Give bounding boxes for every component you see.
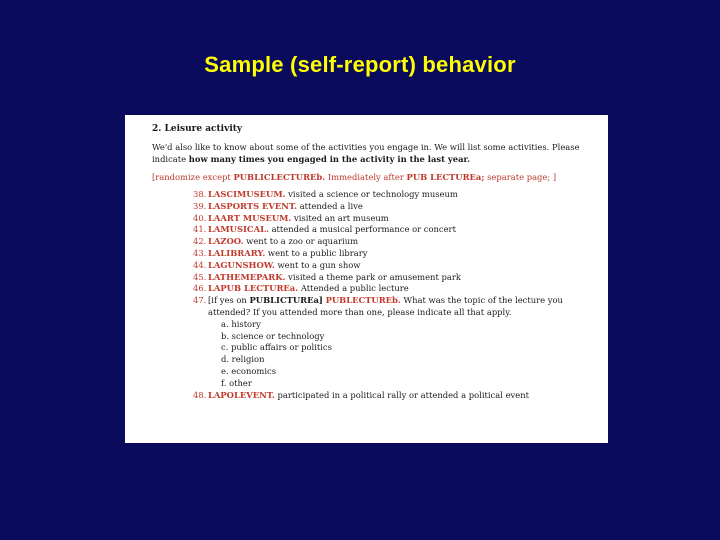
topic-option: f. other — [221, 377, 252, 388]
item-variable: LALIBRARY. — [208, 247, 266, 258]
instruction-var2: PUB LECTUREa; — [406, 172, 485, 182]
topic-option: a. history — [221, 318, 261, 329]
item-number: 41. — [193, 224, 207, 235]
item-variable: LAMUSICAL. — [208, 224, 269, 235]
item-text: visited an art museum — [291, 212, 389, 223]
item-number: 43. — [193, 247, 207, 258]
topic-options — [221, 319, 578, 390]
item-number: 48. — [193, 389, 207, 400]
topic-option: e. economics — [221, 365, 277, 376]
item-number: 39. — [193, 200, 207, 211]
item-condition-pre: [if yes on — [208, 295, 250, 306]
item-number: 42. — [193, 236, 207, 247]
item-number: 47. — [193, 295, 207, 306]
slide-title: Sample (self-report) behavior — [204, 52, 516, 77]
item-text: participated in a political rally or attended a political event — [274, 389, 529, 400]
topic-option: d. religion — [221, 354, 265, 365]
item-text: went to a gun show — [274, 259, 361, 270]
item-text: visited a science or technology museum — [285, 189, 458, 199]
item-variable: LATHEMEPARK. — [208, 271, 286, 282]
question-item — [193, 283, 598, 295]
section-heading: 2. Leisure activity — [152, 124, 243, 134]
item-condition-var: PUBLICTUREa] — [249, 295, 323, 306]
item-variable: LAPOLEVENT. — [208, 389, 275, 400]
document-excerpt — [125, 115, 608, 443]
question-list — [193, 189, 598, 401]
item-number: 44. — [193, 259, 207, 270]
instruction-pre: [randomize except — [152, 172, 234, 182]
instruction-mid: Immediately after — [325, 172, 407, 182]
item-text: Attended a public lecture — [298, 283, 409, 294]
item-variable: LAGUNSHOW. — [208, 259, 275, 270]
intro-emphasis: how many times you engaged in the activity in the last year. — [188, 153, 471, 164]
item-number: 40. — [193, 212, 207, 223]
intro-paragraph — [152, 142, 598, 165]
question-item-lecture-topic — [193, 295, 598, 389]
question-item — [193, 236, 598, 248]
item-text: went to a public library — [265, 247, 368, 258]
item-text: visited a theme park or amusement park — [285, 271, 461, 282]
item-variable: PUBLECTUREb. — [325, 295, 401, 306]
item-text: What was the topic of the lecture you attended? If you attended more than one, please indicate all that apply. — [208, 295, 563, 317]
instruction-post: separate page; ] — [484, 172, 557, 182]
topic-option: c. public affairs or politics — [221, 342, 332, 353]
item-body — [208, 295, 578, 389]
item-text: attended a musical performance or concert — [268, 224, 456, 235]
topic-option: b. science or technology — [221, 330, 325, 341]
item-variable: LASPORTS EVENT. — [208, 200, 298, 211]
randomize-instruction — [152, 172, 598, 183]
question-item — [193, 189, 598, 201]
question-item — [193, 390, 598, 402]
item-variable: LAZOO. — [208, 236, 244, 247]
item-text: went to a zoo or aquarium — [243, 236, 359, 247]
item-number: 46. — [193, 283, 207, 294]
question-item — [193, 201, 598, 213]
question-item — [193, 248, 598, 260]
item-variable: LAART MUSEUM. — [208, 212, 292, 223]
question-item — [193, 213, 598, 225]
question-item — [193, 260, 598, 272]
item-text: attended a live — [297, 200, 363, 211]
question-item — [193, 224, 598, 236]
instruction-var1: PUBLICLECTUREb. — [233, 172, 326, 182]
item-variable: LASCIMUSEUM. — [208, 189, 286, 199]
item-variable: LAPUB LECTUREa. — [208, 283, 299, 294]
item-number: 38. — [193, 189, 207, 199]
item-number: 45. — [193, 271, 207, 282]
intro-text: We'd also like to know about some of the activities you engage in. We will list some activities. Please indicate — [152, 142, 580, 164]
question-item — [193, 272, 598, 284]
